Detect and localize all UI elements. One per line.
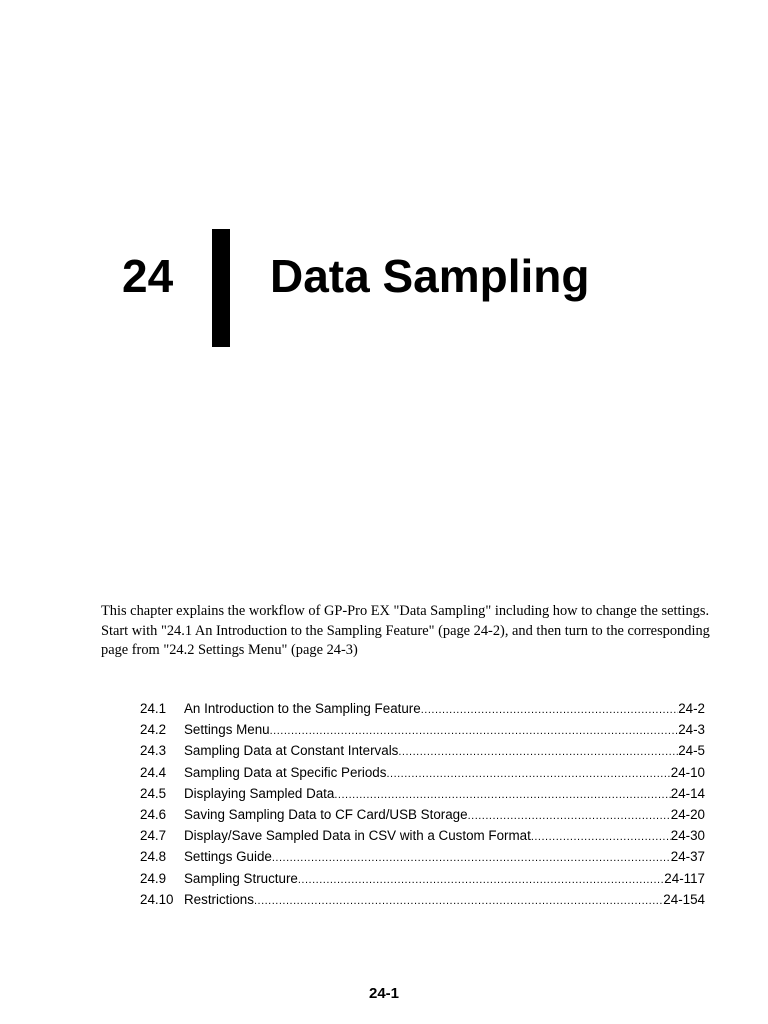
toc-entry-title: Sampling Structure [184,870,298,886]
toc-entry[interactable] [140,868,705,889]
chapter-intro [101,602,713,661]
toc-entry-title: An Introduction to the Sampling Feature [184,701,421,716]
toc-dot-leader [398,742,678,763]
toc-dot-leader [270,721,679,742]
toc-entry-page: 24-2 [678,701,705,716]
toc-entry-page: 24-37 [670,849,705,865]
toc-dot-leader [386,764,670,785]
intro-paragraph-2: Start with "24.1 An Introduction to the Sampling Feature" (page 24-2), and then turn to the corresponding page from "24.2 Settings Menu" (page 24-3) [101,622,710,658]
toc-entry[interactable] [140,698,705,719]
toc-entry-page: 24-20 [670,806,705,822]
toc-entry-page: 24-154 [663,891,705,907]
toc-entry-page: 24-30 [670,828,705,844]
toc-entry-title: Settings Guide [184,849,272,865]
toc-entry-number: 24.1 [140,701,167,716]
toc-entry-page: 24-5 [678,743,705,759]
toc-entry-number: 24.4 [140,764,167,780]
toc-entry[interactable] [140,783,705,804]
toc-entry-title: Settings Menu [184,722,270,738]
chapter-divider-bar [212,229,230,347]
toc-entry-number: 24.10 [140,891,174,907]
toc-dot-leader [421,700,678,721]
page-number: 24-1 [368,985,400,1002]
toc-dot-leader [531,827,671,848]
toc-entry-number: 24.2 [140,722,167,738]
toc-entry[interactable] [140,719,705,740]
table-of-contents [140,698,705,910]
toc-entry-number: 24.6 [140,806,167,822]
toc-entry[interactable] [140,804,705,825]
toc-dot-leader [298,870,664,891]
toc-entry-number: 24.9 [140,870,167,886]
toc-dot-leader [334,785,670,806]
toc-entry[interactable] [140,889,705,910]
toc-entry[interactable] [140,762,705,783]
toc-entry-title: Displaying Sampled Data [184,785,335,801]
toc-entry-title: Saving Sampling Data to CF Card/USB Storage [184,806,468,822]
toc-entry-number: 24.8 [140,849,167,865]
intro-paragraph-1: This chapter explains the workflow of GP-Pro EX "Data Sampling" including how to change the settings. [101,603,710,619]
toc-entry-title: Sampling Data at Constant Intervals [184,743,399,759]
toc-entry-title: Sampling Data at Specific Periods [184,764,387,780]
toc-entry-page: 24-10 [670,764,705,780]
chapter-title: Data Sampling [270,250,590,302]
toc-entry[interactable] [140,740,705,761]
toc-dot-leader [254,891,663,912]
chapter-number: 24 [122,250,174,302]
toc-entry[interactable] [140,825,705,846]
toc-dot-leader [272,848,671,869]
toc-dot-leader [468,806,671,827]
toc-entry-page: 24-14 [670,785,705,801]
toc-entry[interactable] [140,846,705,867]
toc-entry-number: 24.7 [140,828,167,844]
toc-entry-number: 24.5 [140,785,167,801]
toc-entry-title: Restrictions [184,891,254,907]
toc-entry-number: 24.3 [140,743,167,759]
toc-entry-page: 24-117 [664,870,705,886]
toc-entry-page: 24-3 [678,722,705,738]
toc-entry-title: Display/Save Sampled Data in CSV with a Custom Format [184,828,531,844]
